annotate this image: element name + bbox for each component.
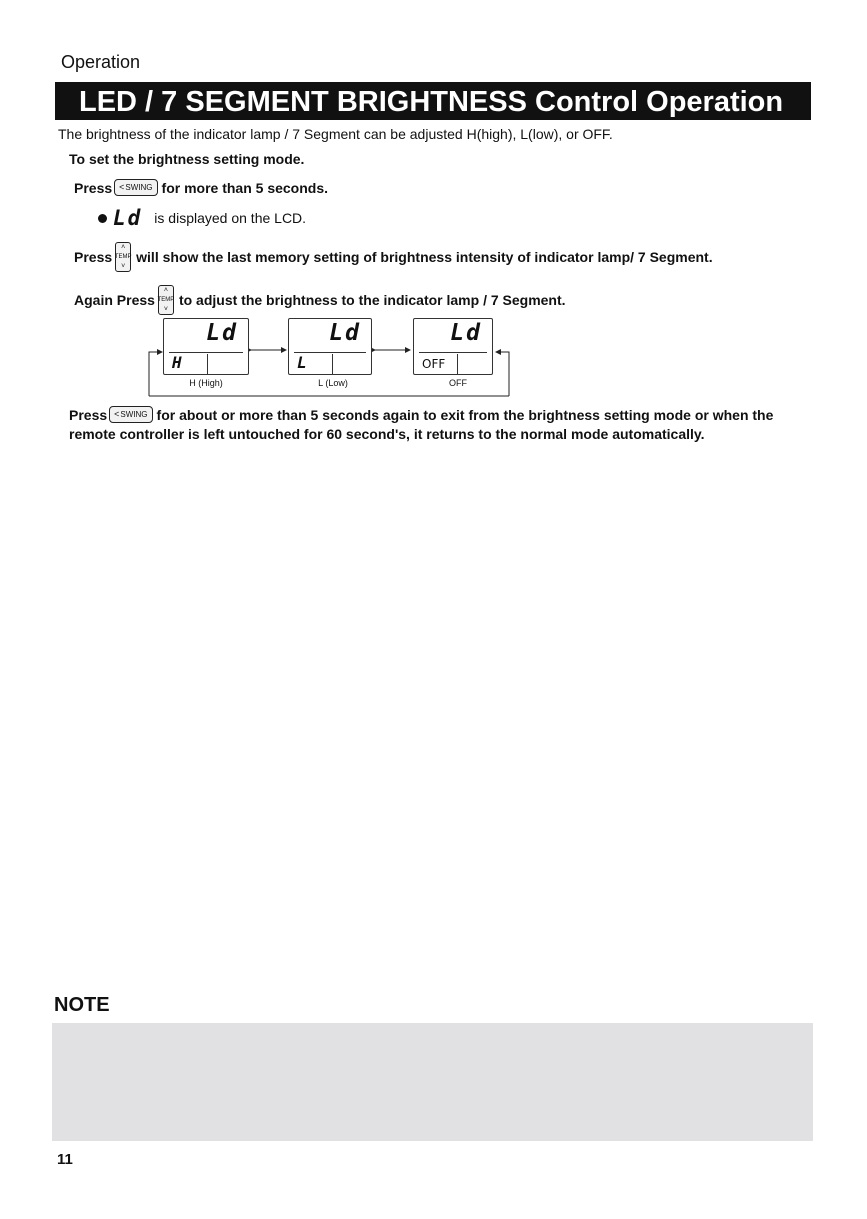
- lcd-readout: Ld: [329, 320, 361, 346]
- temp-key: [115, 242, 131, 272]
- ld-segment-display: Ld: [113, 206, 143, 230]
- swing-key: [109, 406, 152, 423]
- temp-key-label: TEMP: [114, 254, 132, 260]
- swing-key-label: SWING: [120, 409, 148, 419]
- lcd-divider: [419, 352, 487, 353]
- step-2: [74, 242, 713, 272]
- step-2-text: will show the last memory setting of brightness intensity of indicator lamp/ 7 Segment.: [136, 249, 713, 265]
- down-arrow-icon: ˅: [163, 306, 168, 313]
- caption-off: OFF: [449, 378, 467, 388]
- lcd-divider: [332, 354, 333, 374]
- step-3: [74, 285, 566, 315]
- page-title: LED / 7 SEGMENT BRIGHTNESS Control Operation: [79, 86, 784, 118]
- step-3-text: to adjust the brightness to the indicator lamp / 7 Segment.: [178, 292, 566, 308]
- lcd-readout: Ld: [206, 320, 238, 346]
- temp-key-label: TEMP: [157, 297, 175, 303]
- lcd-divider: [457, 354, 458, 374]
- caption-high: H (High): [189, 378, 223, 388]
- swing-arrow-icon: <: [119, 182, 125, 192]
- step-1: [74, 179, 328, 196]
- note-box: [52, 1023, 813, 1141]
- bullet-icon: [98, 214, 107, 223]
- display-bullet: [98, 206, 306, 230]
- step-3-press: Again Press: [74, 292, 155, 308]
- swing-key: [114, 179, 157, 196]
- up-arrow-icon: ˄: [121, 244, 126, 251]
- exit-line-2: remote controller is left untouched for 60 second's, it returns to the normal mode automatically.: [69, 426, 705, 442]
- step-2-press: Press: [74, 249, 113, 265]
- lcd-readout: Ld: [450, 320, 482, 346]
- exit-line-1: [69, 406, 773, 423]
- temp-key: [158, 285, 174, 315]
- section-label: Operation: [61, 52, 141, 72]
- lcd-panel-high: [163, 318, 249, 375]
- exit-text-1: for about or more than 5 seconds again to exit from the brightness setting mode or when the: [156, 406, 774, 423]
- lcd-divider: [207, 354, 208, 374]
- loop-arrow-left: [149, 352, 162, 396]
- swing-key-label: SWING: [125, 182, 153, 192]
- lcd-mode: L: [297, 353, 309, 372]
- lcd-mode: H: [172, 353, 184, 372]
- display-text: is displayed on the LCD.: [154, 210, 307, 226]
- lcd-mode: OFF: [422, 357, 446, 371]
- up-arrow-icon: ˄: [163, 287, 168, 294]
- steps-heading: To set the brightness setting mode.: [69, 151, 305, 167]
- intro-text: The brightness of the indicator lamp / 7 Segment can be adjusted H(high), L(low), or OFF.: [58, 126, 613, 142]
- swing-arrow-icon: <: [114, 409, 120, 419]
- lcd-panel-low: [288, 318, 372, 375]
- step-1-press: Press: [74, 179, 113, 196]
- exit-press: Press: [69, 406, 108, 423]
- caption-low: L (Low): [318, 378, 348, 388]
- down-arrow-icon: ˅: [121, 263, 126, 270]
- page-title-banner: [55, 82, 811, 120]
- step-1-text: for more than 5 seconds.: [161, 179, 329, 196]
- lcd-panel-off: [413, 318, 493, 375]
- loop-arrow-right: [496, 352, 509, 396]
- page-number: 11: [57, 1151, 73, 1168]
- note-title: NOTE: [54, 994, 110, 1016]
